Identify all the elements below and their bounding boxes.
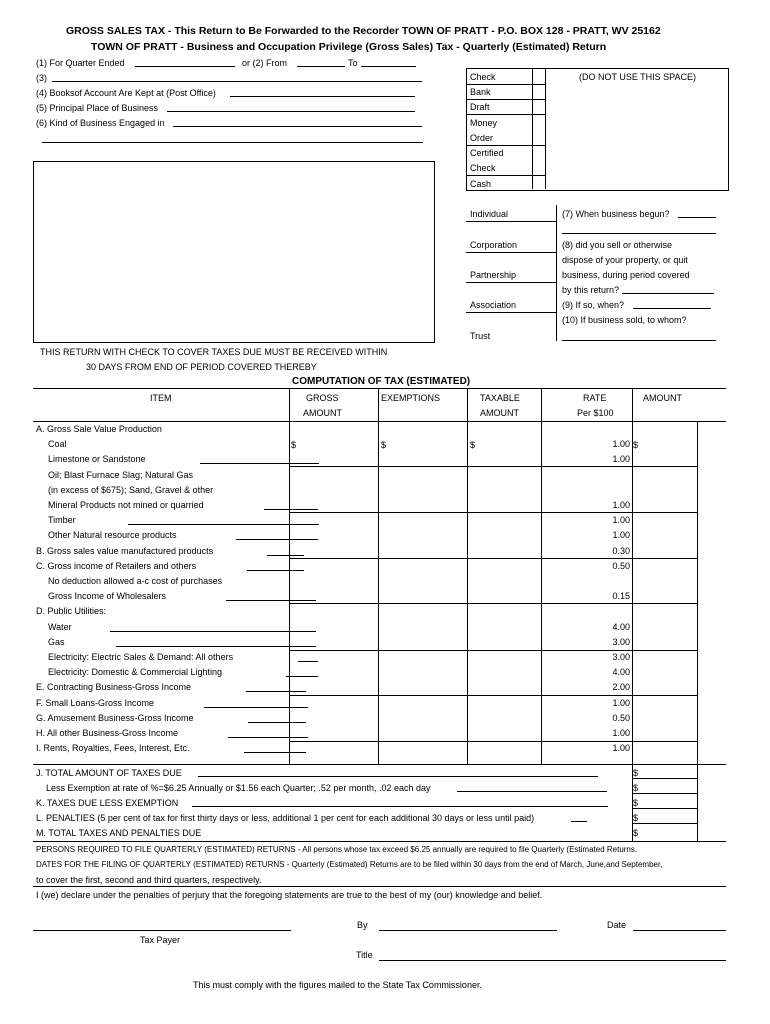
to-label: To: [348, 58, 358, 68]
item-blank: [228, 737, 308, 738]
q8-input[interactable]: [622, 293, 714, 294]
kind-business-input[interactable]: [173, 126, 422, 127]
item-label: Electricity: Domestic & Commercial Lighting: [48, 667, 223, 677]
q8-line-2: dispose of your property, or quit: [562, 255, 688, 265]
header-gross: GROSS: [306, 393, 339, 403]
q9-input[interactable]: [633, 308, 711, 309]
q7-input-2[interactable]: [562, 233, 716, 234]
notice-line-2: 30 DAYS FROM END OF PERIOD COVERED THEREBY: [86, 362, 317, 372]
header-exemptions: EXEMPTIONS: [381, 393, 441, 403]
header-taxable: TAXABLE: [480, 393, 520, 403]
item-rate: 0.30: [612, 546, 630, 556]
header-per-100: Per $100: [577, 408, 614, 418]
item-blank: [244, 752, 306, 753]
address-box[interactable]: [33, 161, 435, 343]
total-l-amount[interactable]: [632, 823, 697, 824]
item-label: Mineral Products not mined or quarried: [48, 500, 204, 510]
q7-input[interactable]: [678, 217, 716, 218]
q7-label: (7) When business begun?: [562, 209, 670, 219]
do-not-use-label: (DO NOT USE THIS SPACE): [579, 72, 697, 82]
item-blank: [226, 600, 316, 601]
computation-title: COMPUTATION OF TAX (ESTIMATED): [292, 376, 471, 387]
item-rate: 1.00: [612, 515, 630, 525]
item-label: Coal: [48, 439, 67, 449]
total-k-label: K. TAXES DUE LESS EXEMPTION: [36, 798, 179, 808]
payment-money[interactable]: Money: [470, 118, 498, 128]
item-label: D. Public Utilities:: [36, 606, 107, 616]
item-label: G. Amusement Business-Gross Income: [36, 713, 194, 723]
by-label: By: [357, 920, 368, 930]
payment-check-2: Check: [470, 163, 496, 173]
exemptions-dollar: $: [381, 440, 387, 450]
header-amount: AMOUNT: [643, 393, 682, 403]
item-rate: 1.00: [612, 439, 630, 449]
item-rate: 0.50: [612, 713, 630, 723]
item-blank: [247, 570, 304, 571]
total-m-label: M. TOTAL TAXES AND PENALTIES DUE: [36, 828, 202, 838]
item-blank: [246, 691, 306, 692]
q9-label: (9) If so, when?: [562, 300, 625, 310]
item-rate: 3.00: [612, 637, 630, 647]
principal-place-label: (5) Principal Place of Business: [36, 103, 159, 113]
item-blank: [298, 661, 318, 662]
entity-association[interactable]: Association: [470, 300, 517, 310]
total-j-amount[interactable]: [632, 778, 697, 779]
item-label: Timber: [48, 515, 76, 525]
item-rate: 0.50: [612, 561, 630, 571]
comply-note: This must comply with the figures mailed to the State Tax Commissioner.: [193, 980, 482, 990]
item-blank: [128, 524, 319, 525]
item-rate: 1.00: [612, 454, 630, 464]
total-k-dollar: $: [633, 798, 639, 808]
item-blank: [236, 539, 318, 540]
date-label: Date: [607, 920, 627, 930]
q8-line-4: by this return?: [562, 285, 620, 295]
title-input[interactable]: [379, 960, 726, 961]
header-rate: RATE: [583, 393, 607, 403]
to-field[interactable]: [361, 66, 416, 67]
kind-business-label: (6) Kind of Business Engaged in: [36, 118, 165, 128]
item-label: H. All other Business-Gross Income: [36, 728, 179, 738]
by-signature-line[interactable]: [379, 930, 557, 931]
item-rate: 1.00: [612, 698, 630, 708]
item-rate: 1.00: [612, 728, 630, 738]
item-rate: 3.00: [612, 652, 630, 662]
q8-line-3: business, during period covered: [562, 270, 690, 280]
item-rate: 1.00: [612, 743, 630, 753]
filing-dates-text: DATES FOR THE FILING OF QUARTERLY (ESTIMATED) RETURNS - Quarterly (Estimated) Returns are to be filed within 30 days from the end of March, June,and September,: [36, 860, 663, 869]
item-blank: [267, 555, 304, 556]
item-label: B. Gross sales value manufactured products: [36, 546, 214, 556]
less-exemption-amount[interactable]: [632, 793, 697, 794]
amount-dollar: $: [633, 440, 639, 450]
q8-line-1: (8) did you sell or otherwise: [562, 240, 673, 250]
entity-partnership[interactable]: Partnership: [470, 270, 517, 280]
payment-cash[interactable]: Cash: [470, 179, 492, 189]
item-rate: 0.15: [612, 591, 630, 601]
item-blank: [264, 509, 318, 510]
item-label: Electricity: Electric Sales & Demand: All others: [48, 652, 234, 662]
title-label: Title: [356, 950, 373, 960]
header-taxable-amount: AMOUNT: [480, 408, 519, 418]
item-label: (in excess of $675); Sand, Gravel & other: [48, 485, 214, 495]
taxable-dollar: $: [470, 440, 476, 450]
item-rate: 2.00: [612, 682, 630, 692]
item-label: Other Natural resource products: [48, 530, 177, 540]
header-item: ITEM: [150, 393, 172, 403]
item-label: F. Small Loans-Gross Income: [36, 698, 155, 708]
books-kept-label: (4) Booksof Account Are Kept at (Post Office): [36, 88, 216, 98]
item-label: No deduction allowed a-c cost of purchases: [48, 576, 223, 586]
item-label: I. Rents, Royalties, Fees, Interest, Etc.: [36, 743, 190, 753]
entity-trust[interactable]: Trust: [470, 331, 491, 341]
header-line-2: TOWN OF PRATT - Business and Occupation Privilege (Gross Sales) Tax - Quarterly (Estimated) Return: [91, 41, 607, 53]
filing-cover-text: to cover the first, second and third quarters, respectively.: [36, 875, 262, 885]
item-blank: [286, 676, 318, 677]
less-exemption-label: Less Exemption at rate of %=$6.25 Annually or $1.56 each Quarter; .52 per month, .02 each day: [46, 783, 431, 793]
from-label: or (2) From: [242, 58, 287, 68]
taxpayer-label: Tax Payer: [140, 935, 181, 945]
gross-dollar: $: [291, 440, 297, 450]
payment-check[interactable]: Check: [470, 72, 496, 82]
entity-individual[interactable]: Individual: [470, 209, 509, 219]
books-kept-input[interactable]: [230, 96, 415, 97]
total-j-label: J. TOTAL AMOUNT OF TAXES DUE: [36, 768, 182, 778]
quarter-ended-field[interactable]: [135, 66, 235, 67]
item-rate: 4.00: [612, 622, 630, 632]
header-gross-amount: AMOUNT: [303, 408, 342, 418]
item-label: Gas: [48, 637, 65, 647]
item-label: Gross Income of Wholesalers: [48, 591, 167, 601]
total-l-dollar: $: [633, 813, 639, 823]
quarter-ended-label: (1) For Quarter Ended: [36, 58, 125, 68]
persons-required-text: PERSONS REQUIRED TO FILE QUARTERLY (ESTIMATED) RETURNS - All persons whose tax exceed $6.25 annually are required to file Quarterly (Estimated Returns.: [36, 845, 638, 854]
from-field[interactable]: [297, 66, 345, 67]
entity-corporation[interactable]: Corporation: [470, 240, 518, 250]
item-label: Oil; Blast Furnace Slag; Natural Gas: [48, 470, 194, 480]
payment-draft[interactable]: Draft: [470, 102, 490, 112]
payment-bank[interactable]: Bank: [470, 87, 491, 97]
header-line-1: GROSS SALES TAX - This Return to Be Forwarded to the Recorder TOWN OF PRATT - P.O. BOX 128 - PRATT, WV 25162: [66, 25, 661, 37]
item-rate: 1.00: [612, 500, 630, 510]
item-rate: 1.00: [612, 530, 630, 540]
payment-certified[interactable]: Certified: [470, 148, 504, 158]
field-3-label: (3): [36, 73, 47, 83]
item-blank: [248, 722, 306, 723]
item-blank: [200, 463, 319, 464]
principal-place-input[interactable]: [167, 111, 415, 112]
less-exemption-dollar: $: [633, 783, 639, 793]
total-k-amount[interactable]: [632, 808, 697, 809]
item-blank: [116, 646, 316, 647]
date-input[interactable]: [633, 930, 726, 931]
total-j-dollar: $: [633, 768, 639, 778]
item-label: Limestone or Sandstone: [48, 454, 146, 464]
q10-label: (10) If business sold, to whom?: [562, 315, 687, 325]
payment-box: [466, 68, 729, 191]
item-label: C. Gross income of Retailers and others: [36, 561, 197, 571]
field-3-input[interactable]: [52, 81, 422, 82]
taxpayer-signature-line[interactable]: [33, 930, 291, 931]
kind-business-input-2[interactable]: [42, 142, 423, 143]
item-label: Water: [48, 622, 72, 632]
declaration-text: I (we) declare under the penalties of perjury that the foregoing statements are true to the best of my (our) knowledge and belief.: [36, 890, 543, 900]
item-label: A. Gross Sale Value Production: [36, 424, 162, 434]
q10-input[interactable]: [562, 340, 716, 341]
payment-order: Order: [470, 133, 494, 143]
item-label: E. Contracting Business-Gross Income: [36, 682, 192, 692]
item-rate: 4.00: [612, 667, 630, 677]
notice-line-1: THIS RETURN WITH CHECK TO COVER TAXES DUE MUST BE RECEIVED WITHIN: [40, 347, 388, 357]
item-blank: [110, 631, 316, 632]
total-l-label: L. PENALTIES (5 per cent of tax for first thirty days or less, additional 1 per cent for each additional 30 days or less until paid): [36, 813, 535, 823]
total-m-dollar: $: [633, 828, 639, 838]
item-blank: [204, 707, 308, 708]
